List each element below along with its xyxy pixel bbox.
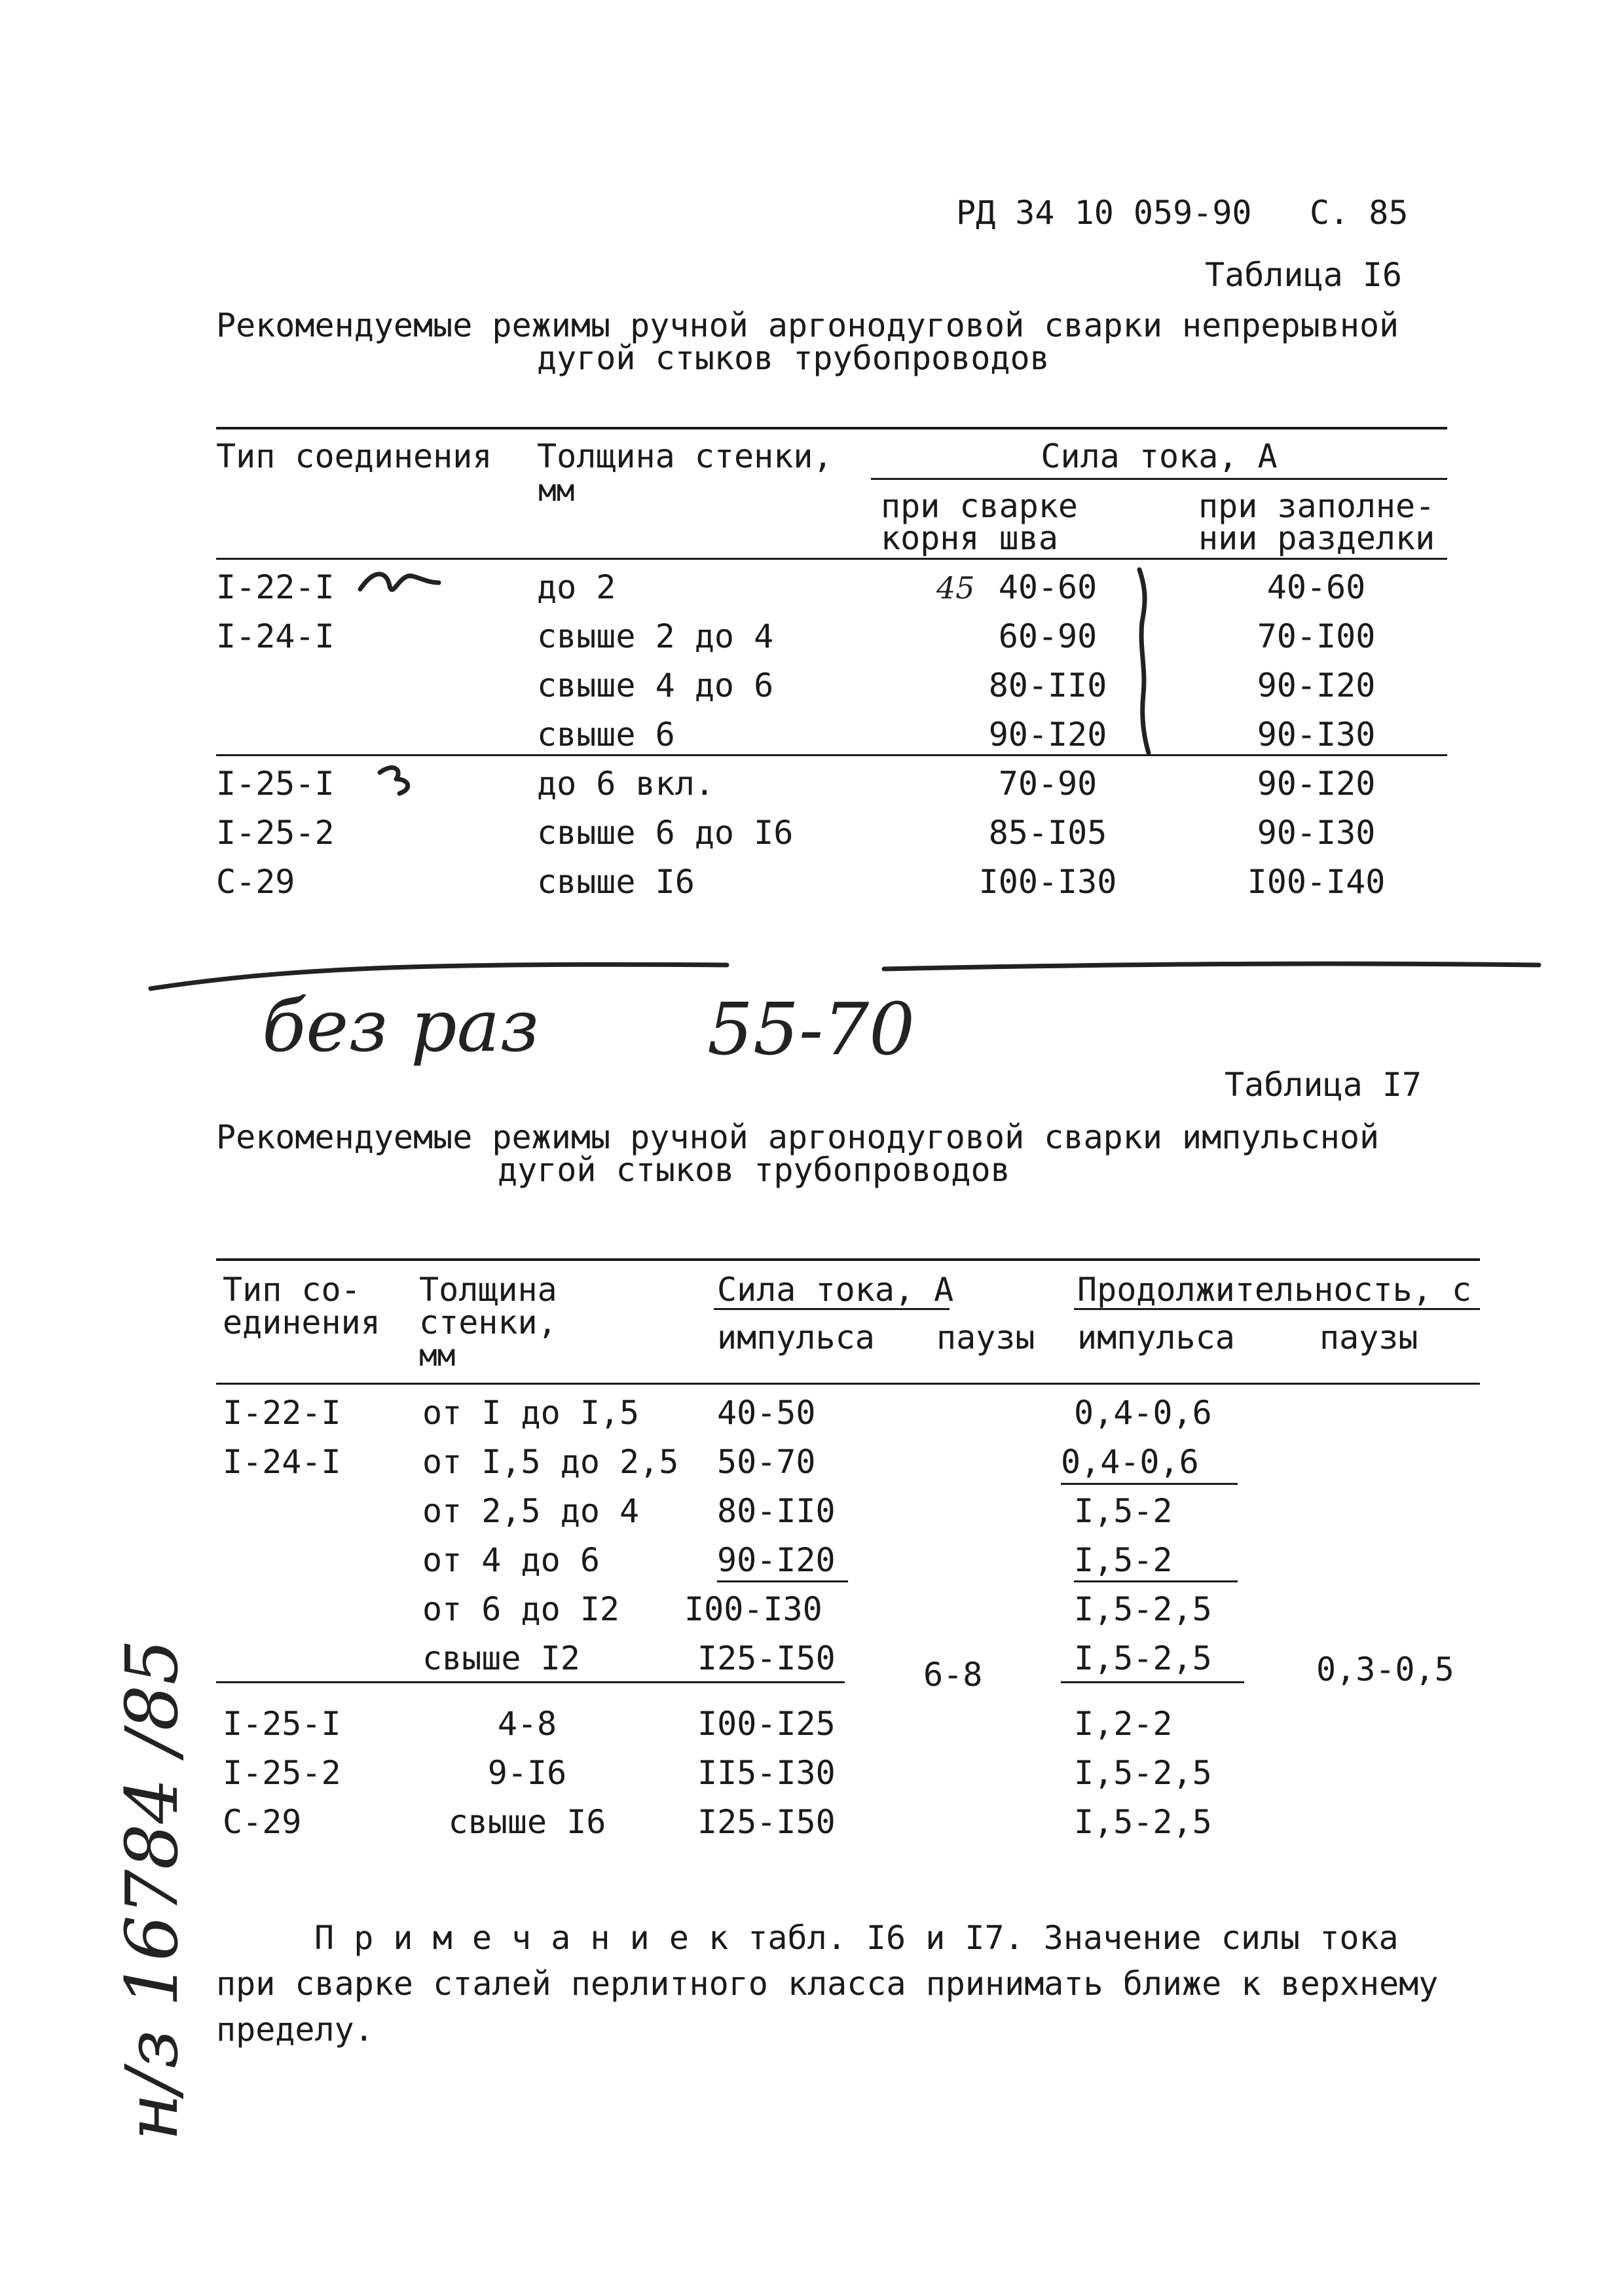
table17-top-rule [216, 1258, 1480, 1261]
table17-title-line2: дугой стыков трубопроводов [498, 1151, 1010, 1189]
handwritten-bracket-mark [1126, 563, 1166, 759]
table16-title-line2: дугой стыков трубопроводов [537, 339, 1050, 377]
note-label: П р и м е ч а н и е [314, 1919, 689, 1957]
table16-row6-root: 85-I05 [988, 814, 1107, 852]
note-line3: пределу. [216, 2011, 374, 2049]
table17-row5-thickness: от 6 до I2 [422, 1590, 620, 1628]
table17-row4-current-pulse: 90-I20 [717, 1541, 836, 1579]
table17-row6-duration-pulse: I,5-2,5 [1074, 1639, 1212, 1677]
table16-row6-fill: 90-I30 [1257, 814, 1376, 852]
table16-row3-fill: 90-I20 [1257, 666, 1376, 704]
table17-duration-subrule [1074, 1308, 1480, 1310]
svg-text:45: 45 [936, 570, 975, 606]
table17-row2-underline [1061, 1483, 1238, 1485]
table17-row1-current-pulse: 40-50 [717, 1394, 816, 1432]
table17-row7-joint: I-25-I [223, 1705, 341, 1743]
table17-row7-current-pulse: I00-I25 [697, 1705, 836, 1743]
table16-row2-thickness: свыше 2 до 4 [537, 617, 774, 655]
table16-row5-root: 70-90 [998, 765, 1098, 803]
table17-header-duration-pulse: импульса [1077, 1319, 1235, 1357]
table17-header-current-pulse: импульса [717, 1319, 875, 1357]
table17-header-joint-line1: Тип со- [223, 1271, 361, 1309]
table16-header-thickness-unit: мм [538, 473, 575, 508]
table17-row5-duration-pulse: I,5-2,5 [1074, 1590, 1212, 1628]
handwritten-mark-45 [936, 564, 989, 610]
page-number: С. 85 [1310, 194, 1409, 232]
table17-row8-thickness: 9-I6 [487, 1754, 567, 1792]
table16-row1-root: 40-60 [998, 568, 1098, 606]
table16-row1-fill: 40-60 [1266, 568, 1366, 606]
table17-header-current: Сила тока, А [717, 1271, 954, 1309]
table17-header-current-pause: паузы [936, 1319, 1035, 1357]
table16-row7-fill: I00-I40 [1247, 863, 1386, 901]
table16-row7-joint: С-29 [216, 863, 295, 901]
table17-header-thickness-line2: стенки, [419, 1303, 557, 1341]
table17-row8-duration-pulse: I,5-2,5 [1074, 1754, 1212, 1792]
table17-row4-duration-underline [1074, 1580, 1238, 1582]
table16-row5-thickness: до 6 вкл. [537, 765, 714, 803]
table16-header-joint: Тип соединения [216, 437, 492, 475]
table16-row2-joint: I-24-I [216, 617, 335, 655]
handwritten-side-mark [92, 1597, 210, 2147]
table16-header-root-line2: корня шва [881, 519, 1058, 557]
note-line2: при сварке сталей перлитного класса принимать ближе к верхнему [216, 1965, 1439, 2003]
table17-header-bottom-rule [216, 1383, 1480, 1385]
document-code: РД 34 10 059-90 [956, 194, 1252, 232]
table17-row9-joint: С-29 [223, 1803, 302, 1841]
table17-row7-duration-pulse: I,2-2 [1074, 1705, 1173, 1743]
table16-row7-thickness: свыше I6 [537, 863, 695, 901]
table17-duration-pause-value: 0,3-0,5 [1316, 1650, 1454, 1688]
table17-row6-thickness: свыше I2 [422, 1639, 580, 1677]
table17-row9-current-pulse: I25-I50 [697, 1803, 836, 1841]
table16-header-subrule [871, 478, 1447, 480]
table17-row4-thickness: от 4 до 6 [422, 1541, 600, 1579]
table17-row2-current-pulse: 50-70 [717, 1443, 816, 1481]
table17-header-thickness-unit: мм [419, 1338, 456, 1373]
handwritten-note [262, 979, 1048, 1090]
table17-group-rule-left [216, 1681, 845, 1683]
table17-row2-duration-pulse: 0,4-0,6 [1061, 1443, 1199, 1481]
table17-label: Таблица I7 [1225, 1066, 1422, 1104]
table17-current-pause-value: 6-8 [923, 1656, 983, 1694]
table16-row6-thickness: свыше 6 до I6 [537, 814, 794, 852]
table17-row8-current-pulse: II5-I30 [697, 1754, 836, 1792]
table16-row4-root: 90-I20 [988, 716, 1107, 754]
table16-row3-thickness: свыше 4 до 6 [537, 666, 774, 704]
table16-title-line1: Рекомендуемые режимы ручной аргонодуговой сварки непрерывной [216, 306, 1399, 344]
table17-row2-thickness: от I,5 до 2,5 [422, 1443, 679, 1481]
handwritten-scribble-row5 [373, 759, 426, 799]
table17-row4-current-underline [717, 1580, 848, 1582]
table16-top-rule [216, 427, 1447, 429]
table16-header-fill-line1: при заполне- [1198, 487, 1435, 525]
table17-title-line1: Рекомендуемые режимы ручной аргонодуговой сварки импульсной [216, 1118, 1380, 1156]
table16-row5-joint: I-25-I [216, 765, 335, 803]
table16-row4-fill: 90-I30 [1257, 716, 1376, 754]
table16-row4-thickness: свыше 6 [537, 716, 675, 754]
table16-row1-joint: I-22-I [216, 568, 335, 606]
table16-row1-thickness: до 2 [537, 568, 616, 606]
table16-header-bottom-rule [216, 558, 1447, 560]
table16-row2-fill: 70-I00 [1257, 617, 1376, 655]
table17-row9-thickness: свыше I6 [448, 1803, 606, 1841]
table17-row6-current-pulse: I25-I50 [697, 1639, 836, 1677]
svg-text:н/з 16784 /85: н/з 16784 /85 [110, 1639, 194, 2141]
table16-row5-fill: 90-I20 [1257, 765, 1376, 803]
handwritten-note-word: без раз [262, 984, 540, 1068]
table17-header-duration: Продолжительность, с [1077, 1271, 1472, 1309]
table16-row2-root: 60-90 [998, 617, 1098, 655]
table16-group-rule [216, 754, 1447, 756]
table17-row1-duration-pulse: 0,4-0,6 [1074, 1394, 1212, 1432]
table17-row5-current-pulse: I00-I30 [684, 1590, 822, 1628]
handwritten-note-value: 55-70 [707, 987, 915, 1071]
handwritten-scribble-row1 [354, 563, 445, 602]
table17-row3-current-pulse: 80-II0 [717, 1492, 836, 1530]
table17-row3-duration-pulse: I,5-2 [1074, 1492, 1173, 1530]
table17-row3-thickness: от 2,5 до 4 [422, 1492, 640, 1530]
table17-row8-joint: I-25-2 [223, 1754, 341, 1792]
table17-row9-duration-pulse: I,5-2,5 [1074, 1803, 1212, 1841]
table16-label: Таблица I6 [1205, 256, 1403, 294]
table16-header-thickness: Толщина стенки, [537, 437, 833, 475]
table17-header-joint-line2: единения [223, 1303, 380, 1341]
table16-header-root-line1: при сварке [881, 487, 1079, 525]
table17-row7-thickness: 4-8 [497, 1705, 557, 1743]
table17-current-subrule [714, 1308, 950, 1310]
table17-group-rule-right [1061, 1681, 1244, 1683]
table17-row1-thickness: от I до I,5 [422, 1394, 640, 1432]
note-line1: к табл. I6 и I7. Значение силы тока [709, 1919, 1399, 1957]
table16-row7-root: I00-I30 [978, 863, 1117, 901]
table17-header-thickness-line1: Толщина [419, 1271, 557, 1309]
table16-header-fill-line2: нии разделки [1198, 519, 1435, 557]
table16-row3-root: 80-II0 [988, 666, 1107, 704]
table16-row6-joint: I-25-2 [216, 814, 335, 852]
table16-header-current: Сила тока, А [1041, 437, 1278, 475]
table17-header-duration-pause: паузы [1320, 1319, 1418, 1357]
table17-row4-duration-pulse: I,5-2 [1074, 1541, 1173, 1579]
table17-row2-joint: I-24-I [223, 1443, 341, 1481]
table17-row1-joint: I-22-I [223, 1394, 341, 1432]
